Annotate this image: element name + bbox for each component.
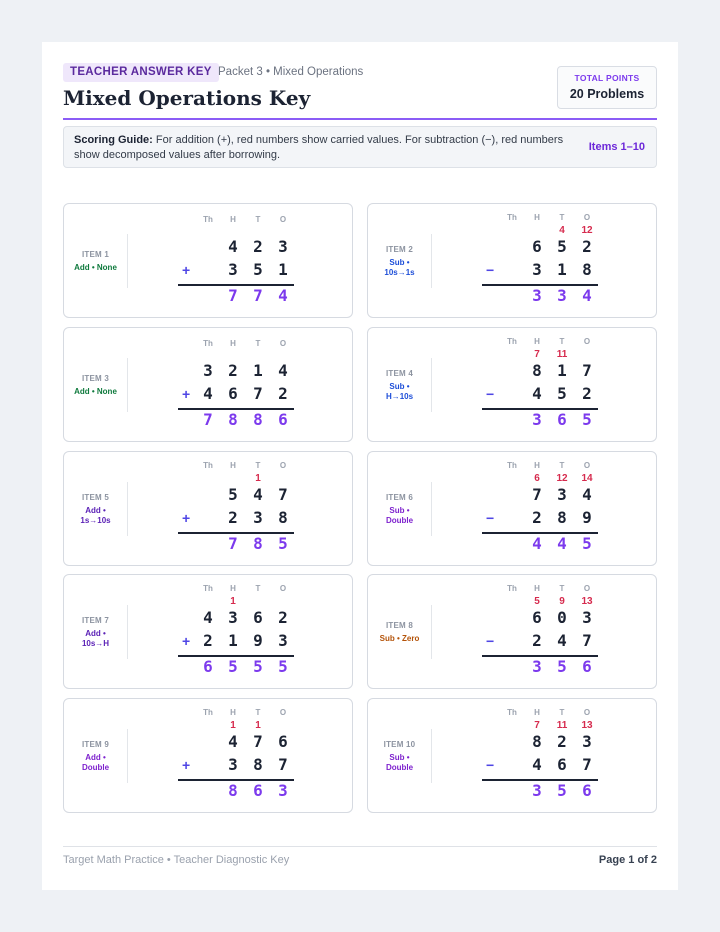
top-digit: 7: [278, 485, 288, 504]
problem-card: [63, 451, 353, 566]
place-header: H: [230, 215, 236, 224]
answer-digit: 5: [582, 534, 592, 553]
carry-value: 13: [581, 596, 593, 607]
place-header: Th: [203, 461, 213, 470]
bottom-digit: 8: [557, 508, 567, 527]
place-header: Th: [203, 708, 213, 717]
answer-digit: 5: [228, 657, 238, 676]
top-digit: 3: [582, 608, 592, 627]
item-number: ITEM 10: [383, 739, 416, 749]
answer-line: [178, 779, 294, 781]
answer-line: [482, 532, 598, 534]
answer-line: [482, 655, 598, 657]
problem-card: [367, 327, 657, 442]
place-header: H: [534, 461, 540, 470]
place-header: O: [583, 461, 591, 470]
total-points-box: [557, 66, 657, 109]
top-digit: 2: [557, 732, 567, 751]
place-header: Th: [507, 337, 517, 346]
place-header: O: [279, 708, 287, 717]
bottom-digit: 4: [203, 384, 213, 403]
total-points-label: TOTAL POINTS: [574, 73, 640, 83]
place-header: T: [559, 461, 565, 470]
bottom-digit: 2: [228, 508, 238, 527]
answer-digit: 3: [532, 657, 542, 676]
minus-operator: −: [486, 386, 495, 402]
item-number: ITEM 6: [386, 492, 413, 502]
place-header: T: [559, 213, 565, 222]
bottom-digit: 6: [557, 755, 567, 774]
top-digit: 2: [278, 608, 288, 627]
bottom-digit: 3: [228, 755, 238, 774]
place-header: T: [255, 584, 261, 593]
top-digit: 6: [532, 608, 542, 627]
answer-line: [482, 408, 598, 410]
item-number: ITEM 5: [82, 492, 109, 502]
place-header: H: [534, 708, 540, 717]
answer-line: [178, 655, 294, 657]
answer-digit: 5: [582, 410, 592, 429]
place-header: Th: [507, 584, 517, 593]
bottom-digit: 5: [557, 384, 567, 403]
item-type: Add • 1s→10s: [80, 505, 111, 525]
item-type: Sub • H→10s: [385, 381, 414, 401]
top-digit: 4: [253, 485, 263, 504]
plus-operator: +: [182, 757, 191, 773]
carry-value: 1: [230, 720, 236, 731]
answer-digit: 6: [253, 781, 263, 800]
bottom-digit: 4: [532, 755, 542, 774]
top-digit: 1: [557, 361, 567, 380]
top-digit: 4: [203, 608, 213, 627]
answer-digit: 8: [253, 534, 263, 553]
item-number: ITEM 7: [82, 615, 109, 625]
top-digit: 3: [582, 732, 592, 751]
answer-digit: 3: [532, 286, 542, 305]
top-digit: 3: [278, 237, 288, 256]
minus-operator: −: [486, 262, 495, 278]
place-header: Th: [507, 461, 517, 470]
top-digit: 2: [582, 237, 592, 256]
top-digit: 8: [532, 732, 542, 751]
answer-digit: 5: [253, 657, 263, 676]
bottom-digit: 3: [253, 508, 263, 527]
top-digit: 5: [228, 485, 238, 504]
top-digit: 8: [532, 361, 542, 380]
answer-digit: 8: [228, 781, 238, 800]
bottom-digit: 1: [557, 260, 567, 279]
packet-subtitle: Packet 3 • Mixed Operations: [218, 66, 364, 78]
minus-operator: −: [486, 633, 495, 649]
bottom-digit: 4: [557, 631, 567, 650]
carry-value: 7: [534, 349, 540, 360]
item-number: ITEM 8: [386, 620, 413, 630]
header-divider: [63, 118, 657, 120]
scoring-guide-items: Items 1–10: [588, 141, 645, 153]
carry-value: 5: [534, 596, 540, 607]
problem-label: [64, 605, 128, 659]
item-number: ITEM 9: [82, 739, 109, 749]
item-type: Add • None: [74, 386, 117, 396]
place-header: T: [255, 461, 261, 470]
answer-digit: 7: [228, 286, 238, 305]
top-digit: 4: [582, 485, 592, 504]
item-number: ITEM 1: [82, 249, 109, 259]
carry-value: 9: [559, 596, 565, 607]
bottom-digit: 3: [228, 260, 238, 279]
carry-value: 4: [559, 225, 565, 236]
place-header: T: [559, 337, 565, 346]
answer-digit: 4: [532, 534, 542, 553]
top-digit: 6: [278, 732, 288, 751]
problem-label: [368, 482, 432, 536]
place-header: H: [534, 584, 540, 593]
bottom-digit: 6: [228, 384, 238, 403]
answer-digit: 5: [278, 534, 288, 553]
plus-operator: +: [182, 262, 191, 278]
answer-digit: 4: [582, 286, 592, 305]
bottom-digit: 8: [253, 755, 263, 774]
top-digit: 2: [253, 237, 263, 256]
answer-line: [178, 532, 294, 534]
plus-operator: +: [182, 386, 191, 402]
answer-digit: 5: [278, 657, 288, 676]
carry-value: 12: [556, 473, 568, 484]
item-type: Add • 10s→H: [81, 628, 110, 648]
scoring-guide-text: [74, 133, 579, 162]
answer-digit: 4: [557, 534, 567, 553]
item-type: Sub • 10s→1s: [384, 257, 415, 277]
bottom-digit: 2: [532, 631, 542, 650]
answer-digit: 6: [582, 781, 592, 800]
total-points-value: 20 Problems: [569, 87, 645, 101]
page-title: Mixed Operations Key: [63, 86, 311, 110]
problem-label: [64, 729, 128, 783]
answer-digit: 5: [557, 657, 567, 676]
footer-divider: [63, 846, 657, 847]
bottom-digit: 2: [278, 384, 288, 403]
top-digit: 7: [532, 485, 542, 504]
carry-value: 1: [255, 473, 261, 484]
answer-line: [482, 779, 598, 781]
place-header: Th: [203, 339, 213, 348]
top-digit: 3: [203, 361, 213, 380]
answer-digit: 3: [278, 781, 288, 800]
answer-digit: 8: [253, 410, 263, 429]
item-number: ITEM 2: [386, 244, 413, 254]
bottom-digit: 4: [532, 384, 542, 403]
top-digit: 3: [557, 485, 567, 504]
answer-digit: 6: [278, 410, 288, 429]
bottom-digit: 3: [532, 260, 542, 279]
place-header: O: [583, 337, 591, 346]
bottom-digit: 8: [582, 260, 592, 279]
plus-operator: +: [182, 510, 191, 526]
place-header: T: [559, 708, 565, 717]
carry-value: 11: [556, 720, 568, 731]
scoring-guide-body: For addition (+), red numbers show carried values. For subtraction (−), red numbers show decomposed values after borrowing.: [74, 134, 564, 161]
top-digit: 0: [557, 608, 567, 627]
page-number: Page 1 of 2: [598, 854, 657, 866]
item-type: Add • None: [74, 262, 117, 272]
item-type: Add • Double: [81, 752, 110, 772]
scoring-guide: [63, 126, 657, 168]
answer-digit: 3: [532, 410, 542, 429]
minus-operator: −: [486, 757, 495, 773]
top-digit: 7: [582, 361, 592, 380]
top-digit: 5: [557, 237, 567, 256]
answer-digit: 7: [253, 286, 263, 305]
answer-digit: 4: [278, 286, 288, 305]
top-digit: 2: [228, 361, 238, 380]
bottom-digit: 3: [278, 631, 288, 650]
top-digit: 4: [228, 732, 238, 751]
top-digit: 4: [278, 361, 288, 380]
answer-line: [178, 284, 294, 286]
item-number: ITEM 4: [386, 368, 413, 378]
answer-line: [482, 284, 598, 286]
answer-digit: 6: [557, 410, 567, 429]
answer-digit: 7: [203, 410, 213, 429]
footer-source: Target Math Practice • Teacher Diagnostic Key: [63, 854, 290, 866]
problem-card: [367, 203, 657, 318]
place-header: O: [279, 584, 287, 593]
carry-value: 14: [581, 473, 593, 484]
place-header: H: [534, 337, 540, 346]
answer-digit: 3: [557, 286, 567, 305]
top-digit: 6: [532, 237, 542, 256]
answer-digit: 3: [532, 781, 542, 800]
bottom-digit: 7: [253, 384, 263, 403]
top-digit: 1: [253, 361, 263, 380]
place-header: T: [255, 708, 261, 717]
problem-label: [368, 605, 432, 659]
top-digit: 4: [228, 237, 238, 256]
item-type: Sub • Double: [385, 752, 414, 772]
carry-value: 1: [230, 596, 236, 607]
problem-card: [63, 327, 353, 442]
carry-value: 1: [255, 720, 261, 731]
minus-operator: −: [486, 510, 495, 526]
plus-operator: +: [182, 633, 191, 649]
place-header: T: [255, 339, 261, 348]
place-header: O: [583, 213, 591, 222]
problem-card: [367, 574, 657, 689]
place-header: O: [279, 215, 287, 224]
carry-value: 6: [534, 473, 540, 484]
teacher-answer-key-badge: TEACHER ANSWER KEY: [63, 63, 219, 82]
item-type: Sub • Zero: [379, 633, 420, 643]
answer-digit: 6: [582, 657, 592, 676]
bottom-digit: 7: [582, 755, 592, 774]
bottom-digit: 8: [278, 508, 288, 527]
place-header: O: [583, 584, 591, 593]
place-header: H: [230, 584, 236, 593]
bottom-digit: 7: [582, 631, 592, 650]
answer-digit: 7: [228, 534, 238, 553]
place-header: O: [279, 339, 287, 348]
carry-value: 13: [581, 720, 593, 731]
problem-card: [367, 451, 657, 566]
top-digit: 3: [228, 608, 238, 627]
place-header: Th: [203, 584, 213, 593]
item-type: Sub • Double: [385, 505, 414, 525]
carry-value: 7: [534, 720, 540, 731]
top-digit: 7: [253, 732, 263, 751]
bottom-digit: 1: [228, 631, 238, 650]
bottom-digit: 9: [253, 631, 263, 650]
place-header: H: [534, 213, 540, 222]
problem-card: [63, 698, 353, 813]
problem-label: [64, 482, 128, 536]
place-header: T: [255, 215, 261, 224]
place-header: Th: [507, 708, 517, 717]
bottom-digit: 2: [582, 384, 592, 403]
problem-card: [367, 698, 657, 813]
answer-key-page: [42, 42, 678, 890]
bottom-digit: 1: [278, 260, 288, 279]
place-header: T: [559, 584, 565, 593]
problem-label: [368, 729, 432, 783]
problem-label: [64, 234, 128, 288]
place-header: H: [230, 339, 236, 348]
place-header: O: [279, 461, 287, 470]
problem-label: [64, 358, 128, 412]
problem-label: [368, 358, 432, 412]
bottom-digit: 2: [203, 631, 213, 650]
problem-card: [63, 203, 353, 318]
bottom-digit: 9: [582, 508, 592, 527]
carry-value: 11: [556, 349, 568, 360]
answer-digit: 8: [228, 410, 238, 429]
answer-line: [178, 408, 294, 410]
place-header: O: [583, 708, 591, 717]
place-header: H: [230, 461, 236, 470]
bottom-digit: 2: [532, 508, 542, 527]
item-number: ITEM 3: [82, 373, 109, 383]
bottom-digit: 5: [253, 260, 263, 279]
scoring-guide-label: Scoring Guide:: [74, 134, 153, 146]
carry-value: 12: [581, 225, 593, 236]
place-header: Th: [507, 213, 517, 222]
problem-label: [368, 234, 432, 288]
bottom-digit: 7: [278, 755, 288, 774]
place-header: Th: [203, 215, 213, 224]
place-header: H: [230, 708, 236, 717]
problem-card: [63, 574, 353, 689]
answer-digit: 6: [203, 657, 213, 676]
answer-digit: 5: [557, 781, 567, 800]
top-digit: 6: [253, 608, 263, 627]
